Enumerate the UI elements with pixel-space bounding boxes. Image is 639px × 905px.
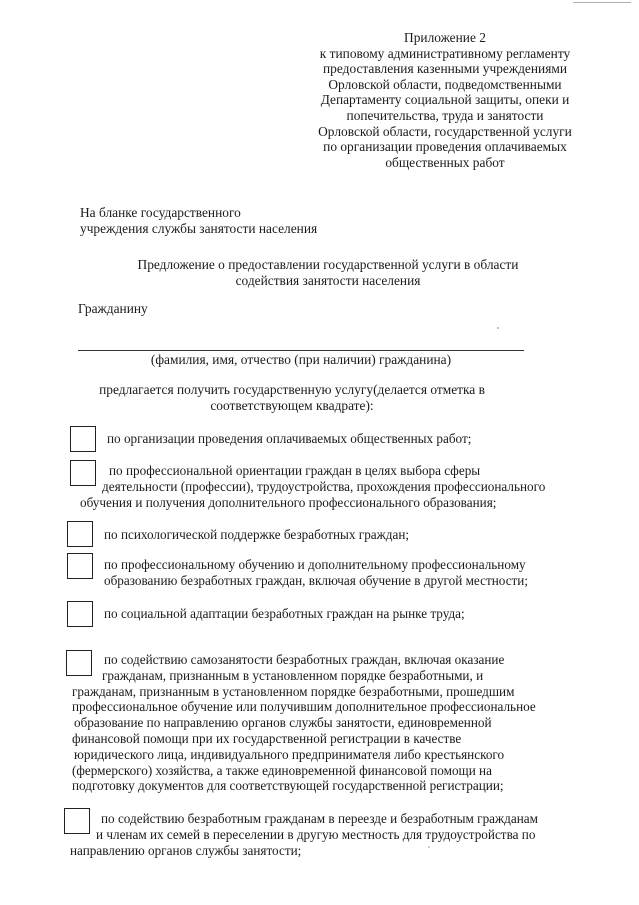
appendix-line: Приложение 2 [404,30,486,45]
option-text [80,463,545,510]
offer-text [72,382,512,414]
offer-line: предлагается получить государственную услугу(делается отметка в [99,382,485,397]
option-checkbox[interactable] [70,426,96,452]
option-line: гражданам, признанным в установленном порядке безработными, прошедшим [72,683,515,699]
appendix-header [300,30,590,170]
appendix-line: общественных работ [385,154,505,170]
appendix-line: к типовому административному регламенту [319,45,571,61]
scan-edge-line [573,2,631,3]
option-text [104,606,465,622]
option-line: направлению органов службы занятости; [70,842,302,858]
option-checkbox[interactable] [67,521,93,547]
appendix-line: Орловской области, подведомственными [328,76,562,92]
option-line: гражданам, признанным в установленном порядке безработными, и [102,667,484,683]
option-text [72,652,536,794]
citizen-label: Гражданину [78,301,148,316]
option-line: по социальной адаптации безработных граждан на рынке труда; [104,606,465,621]
option-text [104,527,409,543]
option-line: по содействию безработным гражданам в переезде и безработным гражданам [101,811,538,826]
offer-line: соответствующем квадрате): [210,398,374,413]
option-line: профессиональное обучение или получившим дополнительное профессиональное [72,699,536,715]
option-line: по организации проведения оплачиваемых общественных работ; [107,431,472,446]
option-line: финансовой помощи при их государственной регистрации в качестве [72,730,462,746]
option-line: подготовку документов для соответствующей государственной регистрации; [72,778,504,794]
appendix-line: Орловской области, государственной услуги [318,123,572,139]
appendix-line: по организации проведения оплачиваемых [323,139,567,155]
option-line: (фермерского) хозяйства, а также единовременной финансовой помощи на [72,762,492,778]
option-line: по профессиональной ориентации граждан в целях выбора сферы [109,463,481,478]
option-line: обучения и получения дополнительного профессионального образования; [80,494,497,510]
option-text [70,811,538,858]
title-line: Предложение о предоставлении государственной услуги в области [137,257,519,272]
letterhead-note [80,205,317,237]
option-checkbox[interactable] [67,601,93,627]
option-line: по содействию самозанятости безработных граждан, включая оказание [104,652,505,667]
letterhead-line: учреждения службы занятости населения [80,221,318,236]
scan-speck [497,327,499,329]
option-line: по психологической поддержке безработных граждан; [104,527,410,542]
document-title [108,257,548,289]
citizen-name-field[interactable] [78,350,524,351]
citizen-name-caption: (фамилия, имя, отчество (при наличии) гражданина) [150,352,452,367]
option-line: образованию безработных граждан, включая обучение в другой местности; [104,572,529,588]
appendix-line: попечительства, труда и занятости [346,107,544,123]
option-checkbox[interactable] [67,553,93,579]
option-line: образование по направлению органов службы занятости, единовременной [74,715,492,731]
appendix-line: предоставления казенными учреждениями [323,61,567,77]
option-line: по профессиональному обучению и дополнительному профессиональному [104,557,526,572]
option-line: юридического лица, индивидуального предпринимателя либо крестьянского [74,746,505,762]
option-line: и членам их семей в переселении в другую местность для трудоустройства по [96,826,536,842]
option-text [107,431,471,447]
option-text [104,557,528,589]
letterhead-line: На бланке государственного [80,205,241,220]
appendix-line: Департаменту социальной защиты, опеки и [320,92,570,108]
title-line: содействия занятости населения [235,273,421,288]
option-line: деятельности (профессии), трудоустройства, прохождения профессионального [102,478,546,494]
